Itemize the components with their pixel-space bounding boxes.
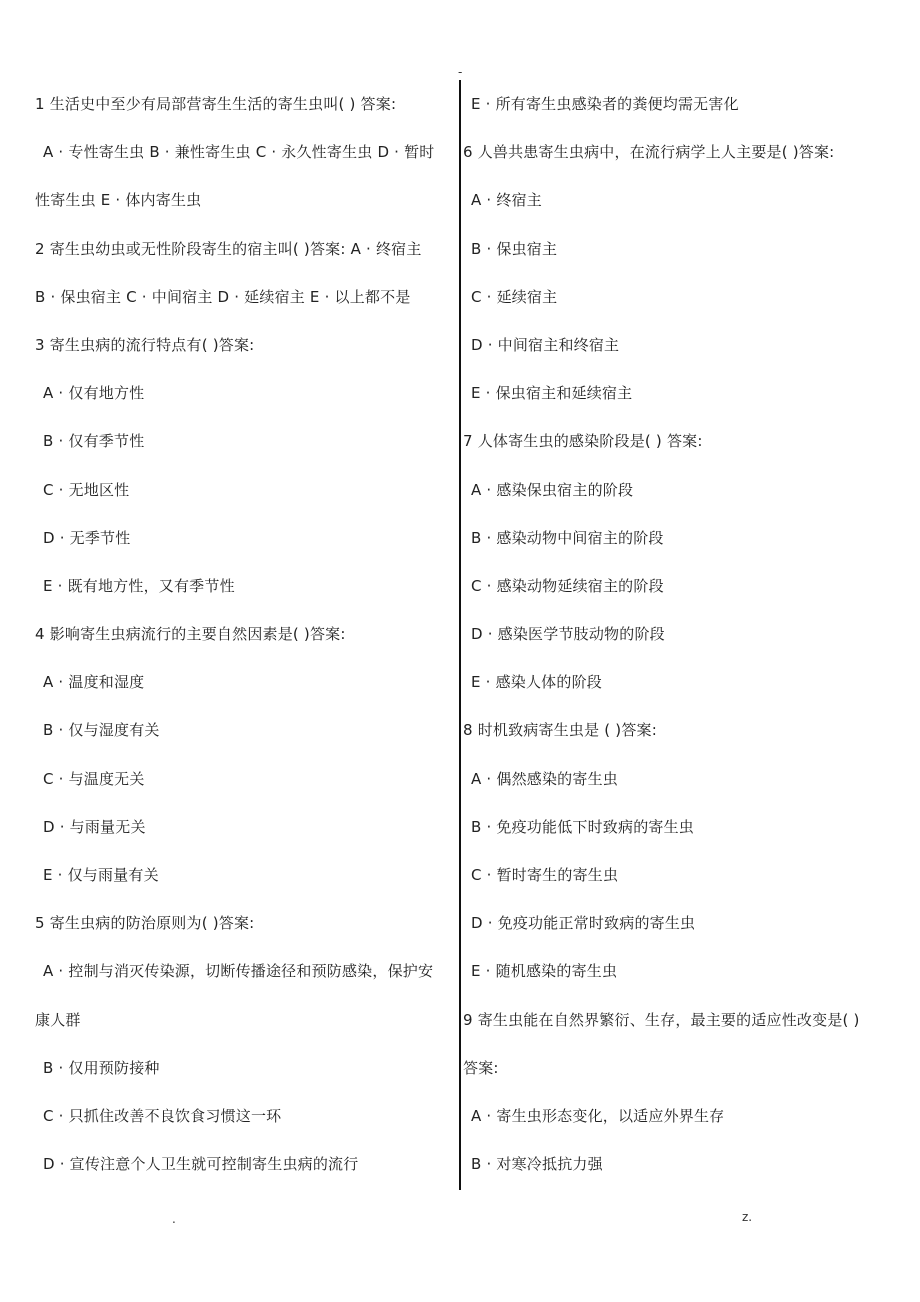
question-7-option-c: C · 感染动物延续宿主的阶段	[471, 576, 664, 595]
footer-right-mark: z.	[742, 1210, 753, 1224]
question-8-option-e: E · 随机感染的寄生虫	[471, 962, 618, 981]
footer-left-mark: .	[172, 1212, 176, 1226]
question-5-option-c: C · 只抓住改善不良饮食习惯这一环	[43, 1106, 282, 1125]
question-9-option-b: B · 对寒冷抵抗力强	[471, 1155, 603, 1174]
right-column	[463, 80, 903, 1188]
question-3-option-d: D · 无季节性	[43, 528, 131, 547]
question-6-stem: 6 人兽共患寄生虫病中，在流行病学上人主要是( )答案:	[463, 143, 835, 162]
question-5-option-a-cont: 康人群	[35, 1010, 81, 1029]
question-6-option-e: E · 保虫宿主和延续宿主	[471, 384, 633, 403]
question-9-stem: 9 寄生虫能在自然界繁衍、生存，最主要的适应性改变是( )	[463, 1010, 860, 1029]
question-8-option-a: A · 偶然感染的寄生虫	[471, 769, 618, 788]
question-1-stem: 1 生活史中至少有局部营寄生生活的寄生虫叫( ) 答案:	[35, 95, 397, 113]
question-7-option-d: D · 感染医学节肢动物的阶段	[471, 625, 665, 644]
question-8-option-c: C · 暂时寄生的寄生虫	[471, 866, 619, 884]
question-7-option-b: B · 感染动物中间宿主的阶段	[471, 528, 664, 547]
question-1-options-cont: 性寄生虫 E · 体内寄生虫	[35, 191, 202, 210]
question-3-option-b: B · 仅有季节性	[43, 432, 145, 451]
question-5-stem: 5 寄生虫病的防治原则为( )答案:	[35, 914, 255, 933]
question-4-option-d: D · 与雨量无关	[43, 817, 146, 836]
question-9-stem-cont: 答案:	[463, 1058, 499, 1077]
question-8-stem: 8 时机致病寄生虫是 ( )答案:	[463, 721, 658, 740]
question-5-option-e: E · 所有寄生虫感染者的粪便均需无害化	[471, 95, 739, 113]
page-top-mark: -	[458, 65, 463, 79]
question-6-option-d: D · 中间宿主和终宿主	[471, 335, 620, 354]
question-3-option-a: A · 仅有地方性	[43, 384, 145, 403]
question-4-option-e: E · 仅与雨量有关	[43, 866, 159, 884]
question-5-option-d: D · 宣传注意个人卫生就可控制寄生虫病的流行	[43, 1155, 359, 1174]
question-2-stem: 2 寄生虫幼虫或无性阶段寄生的宿主叫( )答案: A · 终宿主	[35, 239, 422, 258]
question-3-option-c: C · 无地区性	[43, 480, 130, 499]
question-5-option-a: A · 控制与消灭传染源，切断传播途径和预防感染，保护安	[43, 962, 434, 981]
question-4-option-b: B · 仅与湿度有关	[43, 721, 160, 740]
question-3-option-e: E · 既有地方性，又有季节性	[43, 576, 235, 595]
question-4-option-c: C · 与温度无关	[43, 769, 145, 788]
question-3-stem: 3 寄生虫病的流行特点有( )答案:	[35, 335, 255, 354]
question-7-option-e: E · 感染人体的阶段	[471, 673, 602, 692]
left-column	[35, 80, 460, 1188]
question-2-options: B · 保虫宿主 C · 中间宿主 D · 延续宿主 E · 以上都不是	[35, 287, 411, 306]
question-1-options: A · 专性寄生虫 B · 兼性寄生虫 C · 永久性寄生虫 D · 暂时	[43, 143, 435, 162]
question-6-option-c: C · 延续宿主	[471, 287, 558, 306]
question-6-option-a: A · 终宿主	[471, 191, 542, 210]
question-7-stem: 7 人体寄生虫的感染阶段是( ) 答案:	[463, 432, 703, 451]
question-5-option-b: B · 仅用预防接种	[43, 1058, 160, 1077]
question-4-option-a: A · 温度和湿度	[43, 673, 145, 692]
question-9-option-a: A · 寄生虫形态变化，以适应外界生存	[471, 1106, 725, 1125]
question-4-stem: 4 影响寄生虫病流行的主要自然因素是( )答案:	[35, 625, 346, 644]
question-8-option-d: D · 免疫功能正常时致病的寄生虫	[471, 914, 696, 933]
question-8-option-b: B · 免疫功能低下时致病的寄生虫	[471, 817, 694, 836]
question-7-option-a: A · 感染保虫宿主的阶段	[471, 480, 634, 499]
question-6-option-b: B · 保虫宿主	[471, 239, 558, 258]
